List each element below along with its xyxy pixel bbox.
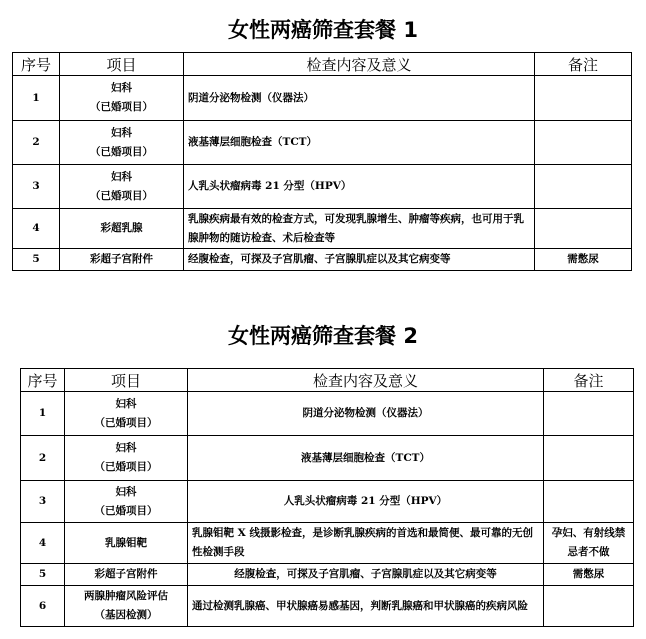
row-no: 2 — [13, 121, 60, 165]
header-content: 检查内容及意义 — [188, 369, 544, 392]
item-name: 妇科 — [115, 397, 137, 410]
package-1-table — [12, 52, 632, 271]
header-item: 项目 — [65, 369, 188, 392]
row-content: 乳腺钼靶 X 线摄影检查，是诊断乳腺疾病的首选和最简便、最可靠的无创性检测手段 — [188, 523, 544, 564]
item-sub: （已婚项目） — [94, 461, 158, 473]
package-1-title: 女性两癌筛查套餐 1 — [228, 18, 418, 42]
row-item: 彩超子宫附件 — [60, 249, 184, 271]
row-note — [544, 392, 634, 436]
row-content: 人乳头状瘤病毒 21 分型（HPV） — [188, 481, 544, 523]
row-item — [60, 76, 184, 121]
item-sub: （已婚项目） — [90, 101, 153, 113]
row-no: 4 — [13, 209, 60, 249]
row-no: 5 — [21, 564, 65, 586]
header-content: 检查内容及意义 — [184, 53, 535, 76]
row-content: 通过检测乳腺癌、甲状腺癌易感基因，判断乳腺癌和甲状腺癌的疾病风险 — [188, 586, 544, 627]
row-content: 人乳头状瘤病毒 21 分型（HPV） — [184, 165, 535, 209]
header-note: 备注 — [544, 369, 634, 392]
row-no: 1 — [21, 392, 65, 436]
table-row — [21, 392, 634, 436]
row-content: 液基薄层细胞检查（TCT） — [188, 436, 544, 481]
row-item — [65, 392, 188, 436]
row-content: 阴道分泌物检测（仪器法） — [184, 76, 535, 121]
table-row — [13, 209, 632, 249]
row-item — [65, 481, 188, 523]
table-row — [21, 586, 634, 627]
row-note — [544, 586, 634, 627]
row-item: 彩超子宫附件 — [65, 564, 188, 586]
row-content: 经腹检查，可探及子宫肌瘤、子宫腺肌症以及其它病变等 — [184, 249, 535, 271]
row-note — [544, 436, 634, 481]
table-row — [21, 523, 634, 564]
table-row — [21, 564, 634, 586]
row-content: 阴道分泌物检测（仪器法） — [188, 392, 544, 436]
row-no: 3 — [13, 165, 60, 209]
row-note: 需憋尿 — [535, 249, 632, 271]
row-content: 经腹检查，可探及子宫肌瘤、子宫腺肌症以及其它病变等 — [188, 564, 544, 586]
item-name: 妇科 — [111, 126, 132, 139]
item-name: 两腺肿瘤风险评估 — [84, 590, 168, 602]
row-note: 孕妇、有射线禁忌者不做 — [544, 523, 634, 564]
item-name: 妇科 — [115, 485, 137, 498]
item-sub: （已婚项目） — [90, 189, 153, 202]
item-sub: （已婚项目） — [94, 416, 158, 429]
table-row — [13, 76, 632, 121]
row-content: 乳腺疾病最有效的检查方式，可发现乳腺增生、肿瘤等疾病，也可用于乳腺肿物的随访检查、术后检查等 — [184, 209, 535, 249]
table-header-row — [21, 369, 634, 392]
row-no: 3 — [21, 481, 65, 523]
item-sub: （已婚项目） — [90, 145, 153, 158]
row-item: 乳腺钼靶 — [65, 523, 188, 564]
row-content: 液基薄层细胞检查（TCT） — [184, 121, 535, 165]
header-note: 备注 — [535, 53, 632, 76]
package-2-table — [20, 368, 634, 627]
header-item: 项目 — [60, 53, 184, 76]
row-item — [65, 436, 188, 481]
row-item — [65, 586, 188, 627]
header-no: 序号 — [13, 53, 60, 76]
table-row — [13, 249, 632, 271]
row-no: 4 — [21, 523, 65, 564]
header-no: 序号 — [21, 369, 65, 392]
row-note — [535, 209, 632, 249]
table-row — [21, 436, 634, 481]
row-note — [535, 121, 632, 165]
table-header-row — [13, 53, 632, 76]
row-no: 1 — [13, 76, 60, 121]
row-no: 6 — [21, 586, 65, 627]
row-note — [544, 481, 634, 523]
item-name: 妇科 — [115, 442, 137, 454]
table-row — [13, 121, 632, 165]
item-name: 妇科 — [111, 170, 132, 183]
table-row — [21, 481, 634, 523]
row-no: 2 — [21, 436, 65, 481]
item-sub: （已婚项目） — [94, 504, 158, 517]
row-item — [60, 165, 184, 209]
item-name: 妇科 — [111, 82, 132, 94]
row-item — [60, 121, 184, 165]
row-item: 彩超乳腺 — [60, 209, 184, 249]
row-no: 5 — [13, 249, 60, 271]
package-2-title: 女性两癌筛查套餐 2 — [228, 324, 418, 348]
row-note — [535, 165, 632, 209]
table-row — [13, 165, 632, 209]
row-note: 需憋尿 — [544, 564, 634, 586]
row-note — [535, 76, 632, 121]
item-sub: （基因检测） — [94, 609, 158, 621]
